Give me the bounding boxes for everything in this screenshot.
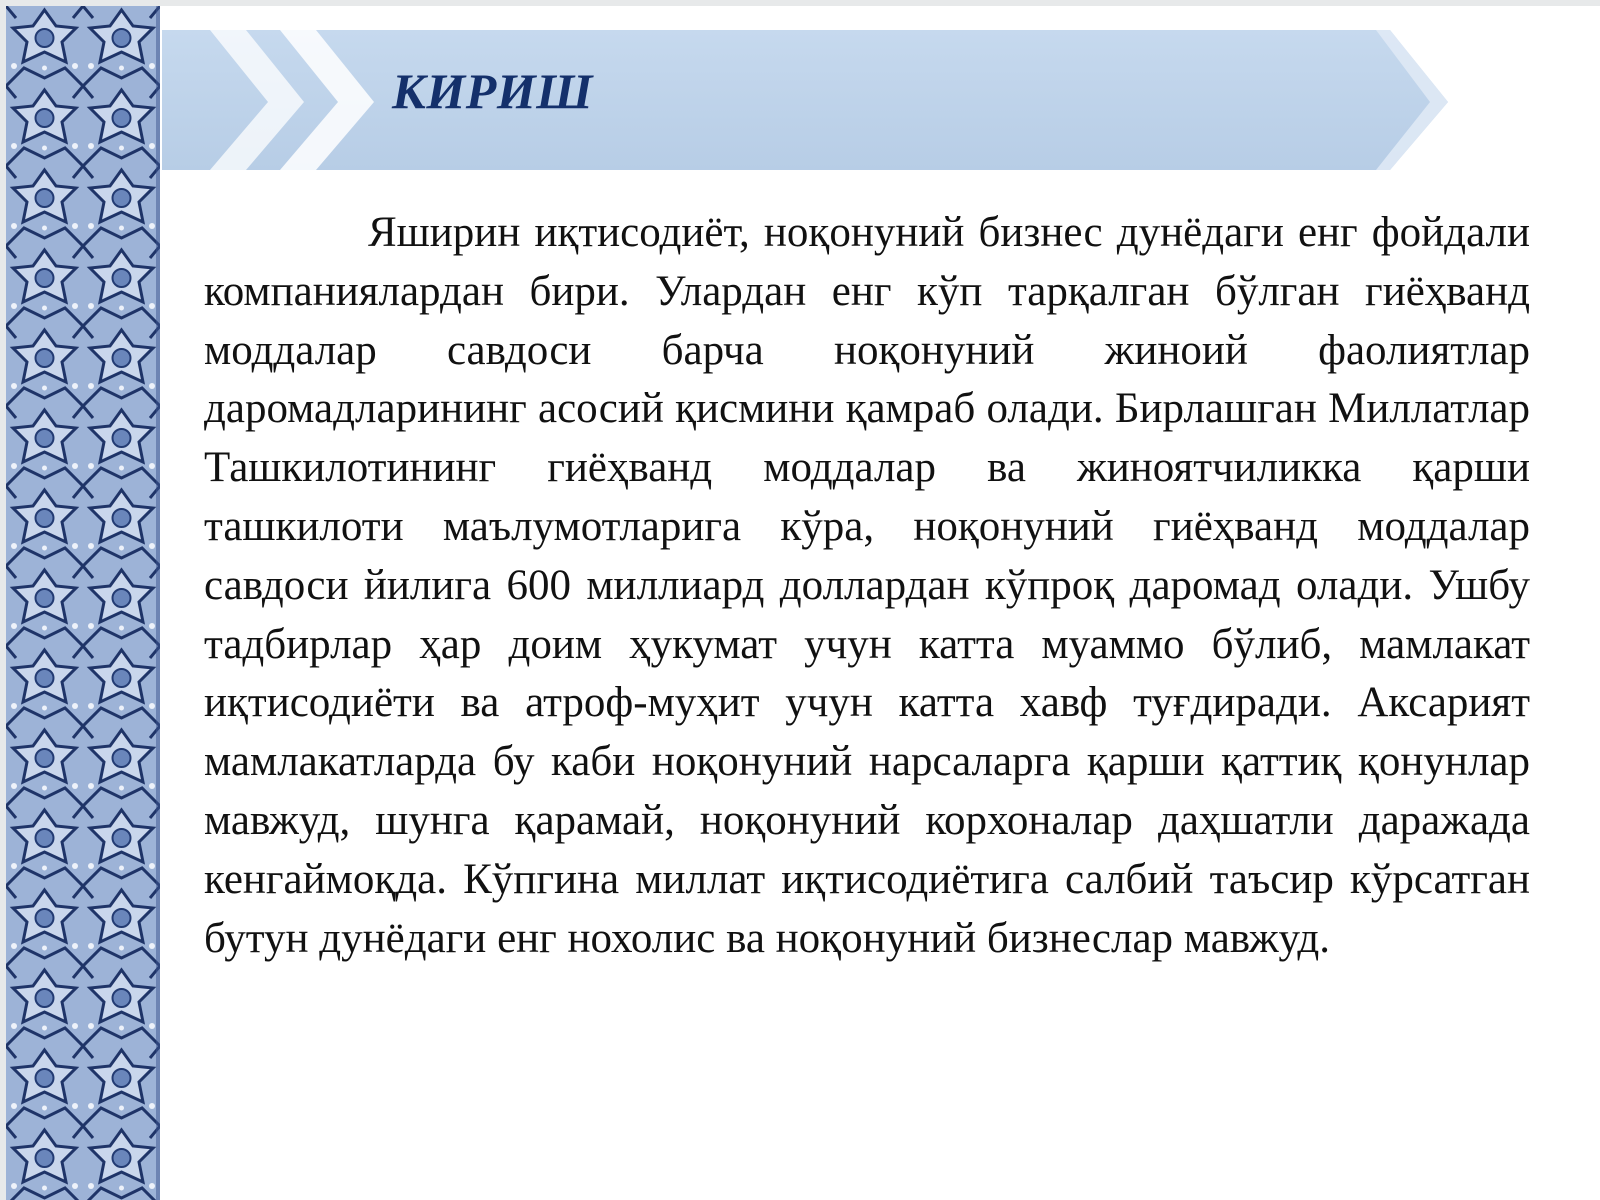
slide <box>6 6 1600 1200</box>
body-paragraph: Яширин иқтисодиёт, ноқонуний бизнес дунёдаги енг фойдали компаниялардан бири. Улардан енг кўп тарқалган бўлган гиёҳванд моддалар савдоси барча ноқонуний жиноий фаолиятлар даромадларининг асосий қисмини қамраб олади. Бирлашган Миллатлар Ташкилотининг гиёҳванд моддалар ва жиноятчиликка қарши ташкилоти маълумотларига кўра, ноқонуний гиёҳванд моддалар савдоси йилига 600 миллиард доллардан кўпроқ даромад олади. Ушбу тадбирлар ҳар доим ҳукумат учун катта муаммо бўлиб, мамлакат иқтисодиёти ва атроф-муҳит учун катта хавф туғдиради. Аксарият мамлакатларда бу каби ноқонуний нарсаларга қарши қаттиқ қонунлар мавжуд, шунга қарамай, ноқонуний корхоналар даҳшатли даражада кенгаймоқда. Кўпгина миллат иқтисодиётига салбий таъсир кўрсатган бутун дунёдаги енг нохолис ва ноқонуний бизнеслар мавжуд. <box>204 209 1530 962</box>
title-banner <box>162 24 1482 174</box>
decorative-tile-ornament-strip <box>6 6 160 1200</box>
slide-title: КИРИШ <box>392 63 594 119</box>
